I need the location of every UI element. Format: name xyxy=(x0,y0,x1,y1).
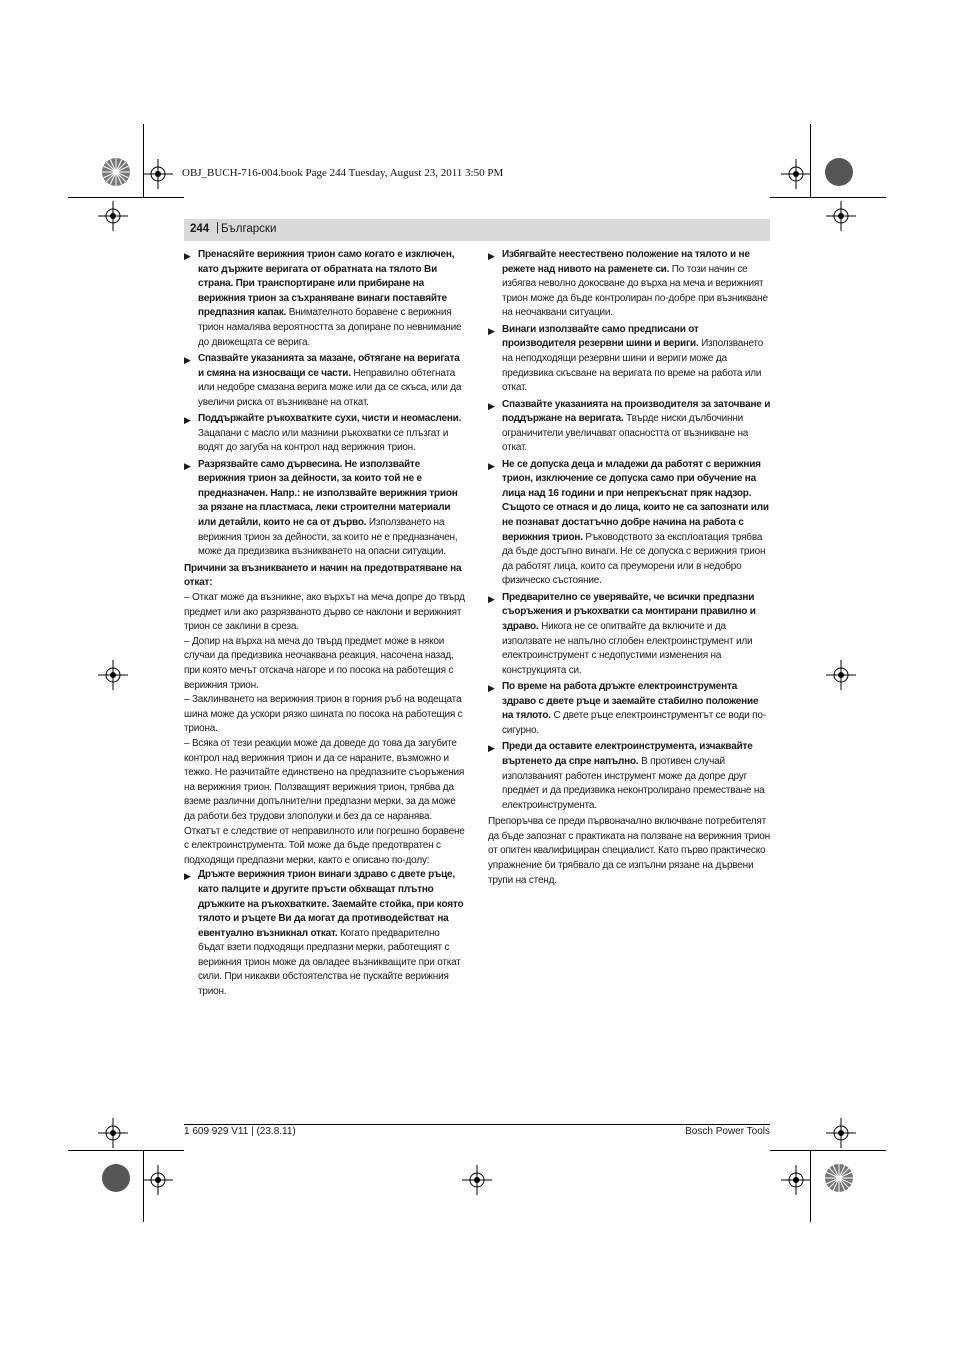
registration-mark-icon xyxy=(98,660,128,690)
bullet-body-text: Ръководството за експлоатация трябва да бъде достъпно винаги. Не се допуска с верижния трион да работят лица, които са преуморени или в недобро физическо състояние. xyxy=(502,531,766,587)
safety-bullet xyxy=(184,868,468,999)
bullet-bold-text: Пренасяйте верижния трион само когато е изключен, като държите веригата от обратната на тялото Ви страна. При транспортиране или прибиране на верижния трион за съхраняване винаги поставяйте предпазния капак. xyxy=(198,249,455,319)
bullet-bold-text: Поддържайте ръкохватките сухи, чисти и неомаслени. xyxy=(198,413,462,425)
safety-bullet xyxy=(488,248,771,321)
body-paragraph: – Допир на върха на меча до твърд предмет може в някои случаи да предизвика неочаквана реакция, насочена назад, при която мечът отскача нагоре и по посока на работещия с верижния трион. xyxy=(184,635,454,691)
body-paragraph: – Всяка от тези реакции може да доведе до това да загубите контрол над верижния трион и да се нараните, възможно и тежко. Не разчитайте единствено на предпазните съоръжения на верижния трион. Ползващият верижния трион, трябва да вземе различни допълнителни предпазни мерки, за да може да работи без трудови злополуки и без да се наранява. xyxy=(184,737,465,822)
bullet-body-text: Твърде ниски дълбочинни ограничители увеличават опасността от възникване на откат. xyxy=(502,413,749,454)
footer-document-code: 1 609 929 V11 | (23.8.11) xyxy=(184,1126,296,1137)
print-slug: OBJ_BUCH-716-004.book Page 244 Tuesday, August 23, 2011 3:50 PM xyxy=(182,167,504,179)
bullet-arrow-icon: ▶ xyxy=(184,871,191,882)
registration-mark-icon xyxy=(143,1165,173,1195)
bullet-body-text: Използването на верижния трион за дейности, за които не е предназначен, може да предизвика възникването на опасни ситуации. xyxy=(198,517,458,558)
safety-bullet xyxy=(488,591,771,679)
bullet-body-text: Неправилно обтегната или недобре смазана верига може или да се скъса, или да увеличи риска от възникване на откат. xyxy=(198,367,462,408)
gray-dot-target-icon xyxy=(101,1163,131,1193)
bullet-bold-text: Предварително се уверявайте, че всички предпазни съоръжения и ръкохватки са монтирани правилно и здраво. xyxy=(502,591,756,633)
safety-bullet xyxy=(184,412,468,456)
bullet-bold-text: Винаги използвайте само предписани от производителя резервни шини и вериги. xyxy=(502,323,699,350)
safety-bullet xyxy=(488,398,771,456)
bullet-body-text: Използването на неподходящи резервни шини и вериги може да предизвика скъсване на веригата по време на работа или откат. xyxy=(502,338,764,394)
bullet-arrow-icon: ▶ xyxy=(488,251,495,261)
registration-mark-icon xyxy=(826,201,856,231)
safety-bullet xyxy=(184,248,468,350)
body-paragraph: – Откат може да възникне, ако върхът на меча допре до твърд предмет или ако разрязваното дърво се наклони и верижният трион се заклини в среза. xyxy=(184,592,465,633)
registration-mark-icon xyxy=(98,1118,128,1148)
bullet-bold-text: Избягвайте неестествено положение на тялото и не режете над нивото на раменете си. xyxy=(502,249,750,275)
registration-mark-icon xyxy=(462,1165,492,1195)
bullet-arrow-icon: ▶ xyxy=(488,683,495,694)
safety-bullet xyxy=(184,458,468,560)
bullet-bold-text: Не се допуска деца и младежи да работят с верижния трион, изключение се допуска само при обучение на лица над 16 години и при непрекъснат пряк надзор. Същото се отнася и до лица, които не са запознати или не познават достатъчно добре начина на работа с верижния трион. xyxy=(502,458,769,543)
safety-bullet xyxy=(184,352,468,410)
bullet-arrow-icon: ▶ xyxy=(488,460,495,471)
footer-rule xyxy=(184,1124,770,1125)
bullet-arrow-icon: ▶ xyxy=(184,460,191,471)
bullet-body-text: Внимателното боравене с верижния трион намалява вероятността за допиране по невнимание до движещата се верига. xyxy=(198,307,462,348)
bullet-bold-text: Разрязвайте само дървесина. Не използвайте верижния трион за дейности, за които той не е предназначен. Напр.: не използвайте верижния трион за рязане на пластмаса, леки строителни материали или детайли, които не са от дърво. xyxy=(198,458,458,529)
bullet-arrow-icon: ▶ xyxy=(488,400,495,411)
footer-brand: Bosch Power Tools xyxy=(685,1126,770,1137)
header-language: Български xyxy=(221,223,277,235)
registration-mark-icon xyxy=(781,159,811,189)
section-heading: Причини за възникването и начин на предотвратяване на откат: xyxy=(184,562,462,589)
bullet-bold-text: Спазвайте указанията на производителя за заточване и поддържане на веригата. xyxy=(502,398,771,425)
bullet-arrow-icon: ▶ xyxy=(488,325,495,336)
safety-bullet xyxy=(488,740,771,813)
bullet-bold-text: По време на работа дръжте електроинструмента здраво с двете ръце и заемайте стабилно положение на тялото. xyxy=(502,681,759,722)
bullet-arrow-icon: ▶ xyxy=(184,251,191,261)
body-paragraph: Откатът е следствие от неправилното или погрешно боравене с електроинструмента. Той може да бъде предотвратен с подходящи предпазни мерки, както е описано по-долу: xyxy=(184,825,465,866)
safety-bullet xyxy=(488,323,771,396)
star-target-icon xyxy=(101,157,131,187)
bullet-body-text: По този начин се избягва неволно докосване до върха на меча и верижният трион може да бъде контролиран по-добре при възникване на неочаквани ситуации. xyxy=(502,263,768,319)
bullet-body-text: В противен случай използваният работен инструмент може да допре друг предмет и да предизвика неконтролирано преместване на електроинструмента. xyxy=(502,755,765,811)
bullet-body-text: Никога не се опитвайте да включите и да използвате не напълно сглобен електроинструмент или електроинструмент с недопустими изменения на конструкцията си. xyxy=(502,621,753,676)
bullet-bold-text: Преди да оставите електроинструмента, изчаквайте въртенето да спре напълно. xyxy=(502,741,753,767)
registration-mark-icon xyxy=(143,159,173,189)
gray-dot-target-icon xyxy=(824,157,854,187)
right-column xyxy=(488,248,771,888)
safety-bullet xyxy=(488,458,771,589)
star-target-icon xyxy=(824,1163,854,1193)
body-paragraph: – Заклинването на верижния трион в горния ръб на водещата шина може да ускори рязко шината по посока на работещия с триона. xyxy=(184,694,463,735)
bullet-body-text: С двете ръце електроинструментът се води по-сигурно. xyxy=(502,710,766,736)
bullet-bold-text: Дръжте верижния трион винаги здраво с двете ръце, като палците и другите пръсти обхващат плътно дръжките на ръкохватките. Заемайте стойка, при която тялото и ръцете Ви да могат да противодействат на евентуално възникнал откат. xyxy=(198,869,464,939)
bullet-arrow-icon: ▶ xyxy=(184,354,191,365)
safety-bullet xyxy=(488,680,771,738)
body-paragraph: Препоръчва се преди първоначално включване потребителят да бъде запознат с практиката на ползване на верижния трион от опитен квалифициран специалист. Като първо практическо упражнение би трябвало да се изпълни рязане на дървени трупи на стенд. xyxy=(488,816,770,886)
left-column xyxy=(184,248,468,1001)
registration-mark-icon xyxy=(781,1165,811,1195)
bullet-bold-text: Спазвайте указанията за мазане, обтягане на веригата и смяна на износващи се части. xyxy=(198,352,460,379)
bullet-arrow-icon: ▶ xyxy=(488,743,495,754)
bullet-body-text: Когато предварително бъдат взети подходящи предпазни мерки, работещият с верижния трион може да овладее възникващите при откат сили. При никакви обстоятелства не пускайте верижния трион. xyxy=(198,927,461,998)
bullet-body-text: Зацапани с масло или мазнини ръкохватки се плъзгат и водят до загуба на контрол над верижния трион. xyxy=(198,427,449,454)
bullet-arrow-icon: ▶ xyxy=(184,415,191,426)
registration-mark-icon xyxy=(826,660,856,690)
bullet-arrow-icon: ▶ xyxy=(488,593,495,604)
registration-mark-icon xyxy=(98,201,128,231)
header-separator: | xyxy=(216,222,219,234)
page-number: 244 xyxy=(190,223,210,235)
registration-mark-icon xyxy=(826,1118,856,1148)
